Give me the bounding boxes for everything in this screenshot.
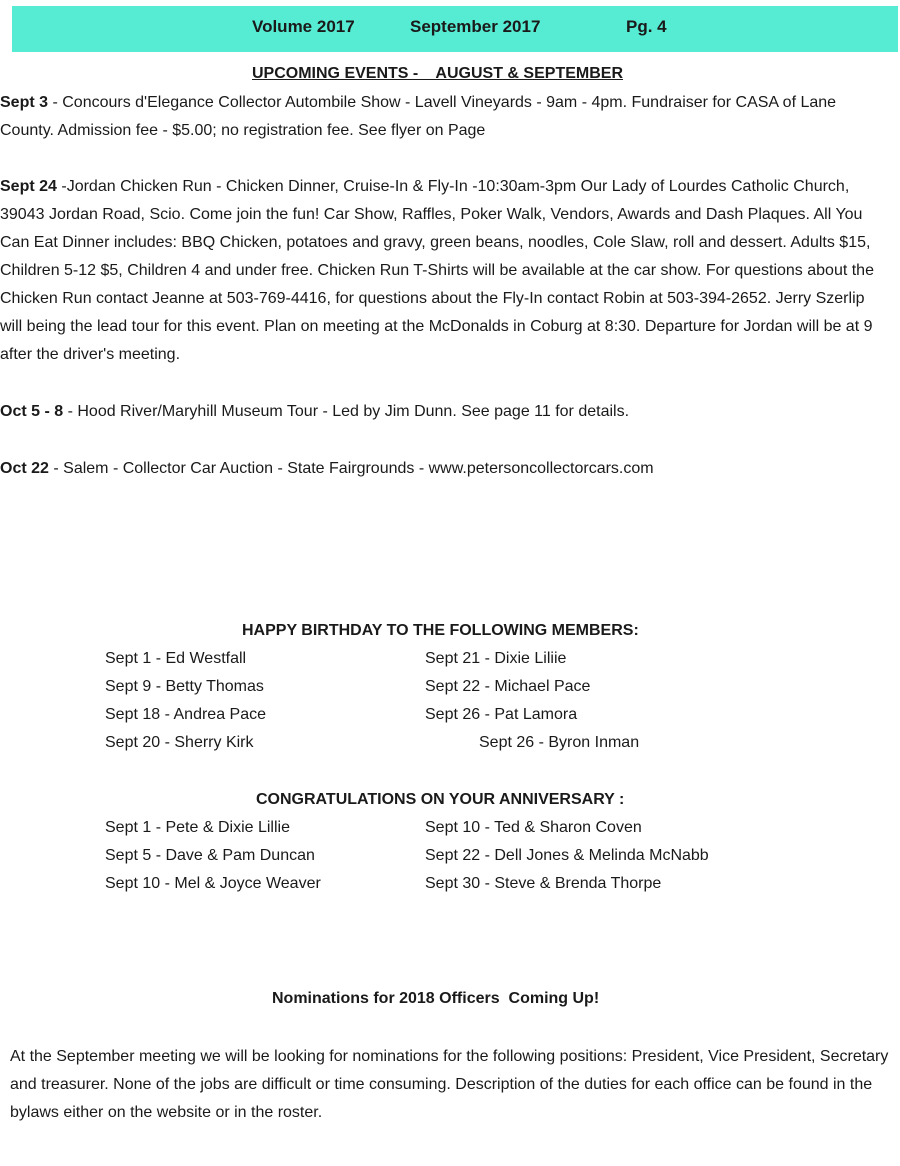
event-date: Sept 24 xyxy=(0,178,57,195)
anniversary-heading: CONGRATULATIONS ON YOUR ANNIVERSARY : xyxy=(256,791,625,808)
volume-label: Volume 2017 xyxy=(252,17,355,36)
event-item xyxy=(0,398,890,426)
birthday-entry: Sept 1 - Ed Westfall xyxy=(105,650,247,667)
birthday-entry: Sept 21 - Dixie Liliie xyxy=(425,650,567,667)
anniversary-entry: Sept 10 - Ted & Sharon Coven xyxy=(425,819,642,836)
anniversary-entry: Sept 10 - Mel & Joyce Weaver xyxy=(105,875,321,892)
header-bar xyxy=(12,6,898,52)
event-text: -Jordan Chicken Run - Chicken Dinner, Cruise-In & Fly-In -10:30am-3pm Our Lady of Lourdes Catholic Church, 39043 Jordan Road, Scio. Come join the fun! Car Show, Raffles, Poker Walk, Vendors, Awards and Dash Plaques. All You Can Eat Dinner includes: BBQ Chicken, potatoes and gravy, green beans, noodles, Cole Slaw, roll and dessert. Adults $15, Children 5-12 $5, Children 4 and under free. Chicken Run T-Shirts will be available at the car show. For questions about the Chicken Run contact Jeanne at 503-769-4416, for questions about the Fly-In contact Robin at 503-394-2652. Jerry Szerlip will being the lead tour for this event. Plan on meeting at the McDonalds in Coburg at 8:30. Departure for Jordan will be at 9 after the driver's meeting. xyxy=(0,178,874,363)
anniversary-entry: Sept 5 - Dave & Pam Duncan xyxy=(105,847,315,864)
anniversary-entry: Sept 22 - Dell Jones & Melinda McNabb xyxy=(425,847,709,864)
birthday-entry: Sept 18 - Andrea Pace xyxy=(105,706,266,723)
event-text: - Hood River/Maryhill Museum Tour - Led by Jim Dunn. See page 11 for details. xyxy=(63,403,630,420)
birthday-entry: Sept 26 - Byron Inman xyxy=(479,734,640,751)
anniversary-entry: Sept 1 - Pete & Dixie Lillie xyxy=(105,819,290,836)
nominations-text: At the September meeting we will be looking for nominations for the following positions: President, Vice President, Secretary and treasurer. None of the jobs are difficult or time consuming. Description of the duties for each office can be found in the bylaws either on the website or in the roster. xyxy=(10,1048,889,1121)
event-text: - Concours d'Elegance Collector Autombile Show - Lavell Vineyards - 9am - 4pm. Fundraiser for CASA of Lane County. Admission fee - $5.00; no registration fee. See flyer on Page xyxy=(0,94,837,139)
birthday-entry: Sept 26 - Pat Lamora xyxy=(425,706,578,723)
issue-date: September 2017 xyxy=(410,17,541,36)
event-item xyxy=(0,173,890,369)
event-date: Oct 22 xyxy=(0,460,49,477)
anniversary-entry: Sept 30 - Steve & Brenda Thorpe xyxy=(425,875,662,892)
event-date: Oct 5 - 8 xyxy=(0,403,64,420)
birthday-entry: Sept 22 - Michael Pace xyxy=(425,678,591,695)
event-date: Sept 3 xyxy=(0,94,49,111)
birthday-entry: Sept 9 - Betty Thomas xyxy=(105,678,264,695)
birthday-entry: Sept 20 - Sherry Kirk xyxy=(105,734,254,751)
events-heading: UPCOMING EVENTS - AUGUST & SEPTEMBER xyxy=(252,65,623,82)
birthday-heading: HAPPY BIRTHDAY TO THE FOLLOWING MEMBERS: xyxy=(242,622,639,639)
nominations-heading: Nominations for 2018 Officers Coming Up! xyxy=(272,990,600,1007)
event-text: - Salem - Collector Car Auction - State Fairgrounds - www.petersoncollectorcars.com xyxy=(48,460,654,477)
event-item xyxy=(0,89,890,145)
event-item xyxy=(0,455,890,483)
page-number: Pg. 4 xyxy=(626,17,667,36)
